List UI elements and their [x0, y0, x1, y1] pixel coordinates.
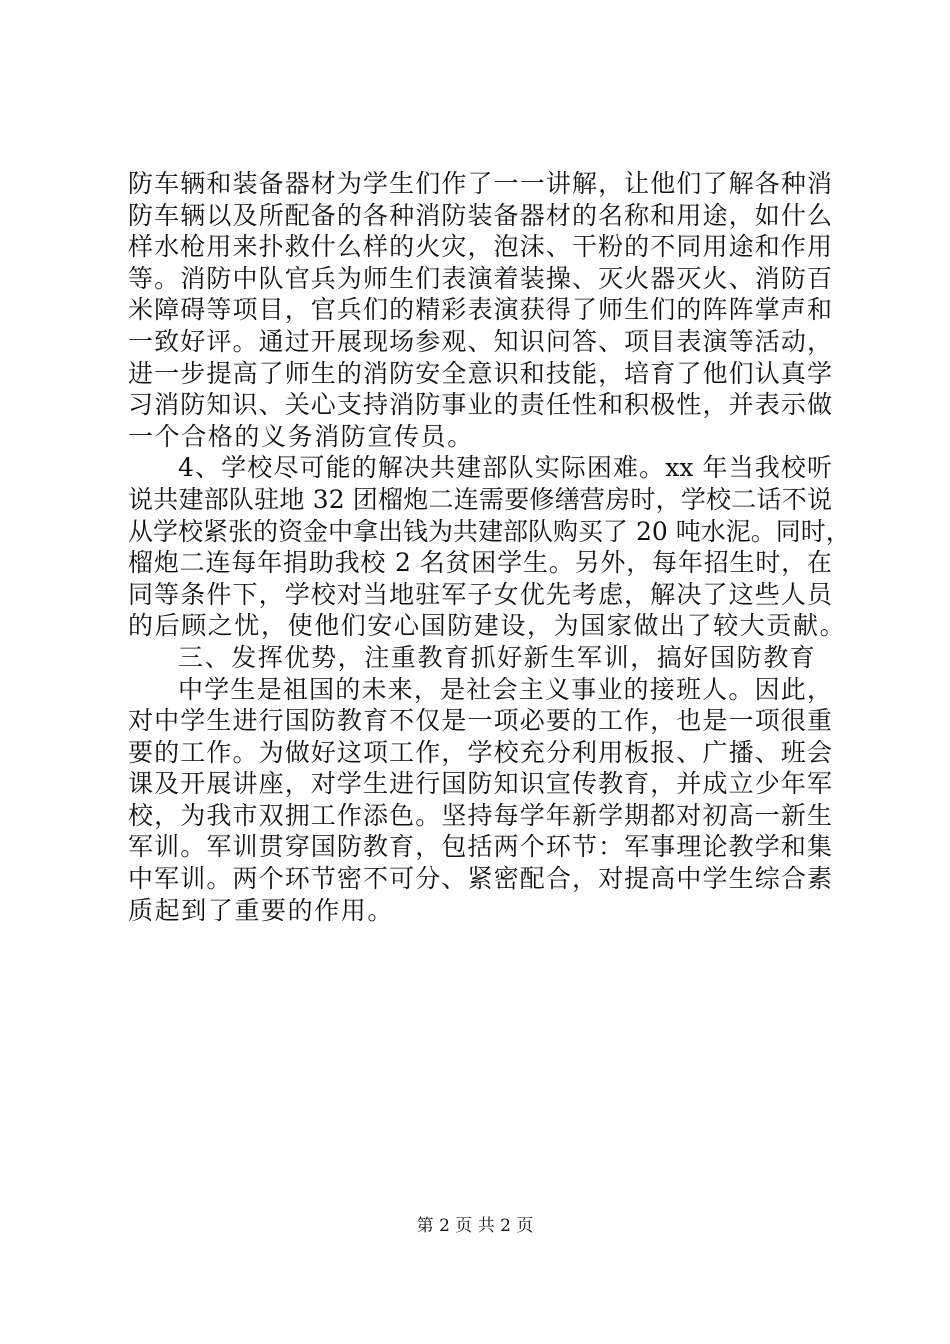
text-line: 习消防知识、关心支持消防事业的责任性和积极性，并表示做 — [128, 390, 832, 420]
text-line: 军训。军训贯穿国防教育，包括两个环节：军事理论教学和集 — [128, 832, 832, 862]
text-line: 等。消防中队官兵为师生们表演着装操、灭火器灭火、消防百 — [128, 263, 832, 293]
text-line: 中军训。两个环节密不可分、紧密配合，对提高中学生综合素 — [128, 864, 832, 894]
text-line: 质起到了重要的作用。 — [128, 895, 395, 925]
text-line: 从学校紧张的资金中拿出钱为共建部队购买了 20 吨水泥。同时， — [128, 516, 851, 546]
page-number-footer: 第 2 页 共 2 页 — [416, 1216, 534, 1236]
paragraph-first-line: 4、学校尽可能的解决共建部队实际困难。xx 年当我校听 — [178, 453, 832, 483]
document-body — [128, 168, 851, 926]
text-line: 说共建部队驻地 32 团榴炮二连需要修缮营房时，学校二话不说 — [128, 484, 832, 514]
text-line: 要的工作。为做好这项工作，学校充分利用板报、广播、班会 — [128, 737, 832, 767]
text-line: 一致好评。通过开展现场参观、知识问答、项目表演等活动， — [128, 326, 832, 356]
text-line: 对中学生进行国防教育不仅是一项必要的工作，也是一项很重 — [128, 706, 832, 736]
text-line: 同等条件下，学校对当地驻军子女优先考虑，解决了这些人员 — [128, 579, 832, 609]
text-line: 榴炮二连每年捐助我校 2 名贫困学生。另外，每年招生时，在 — [128, 548, 832, 578]
text-line: 的后顾之忧，使他们安心国防建设，为国家做出了较大贡献。 — [128, 611, 847, 641]
section-heading: 三、发挥优势，注重教育抓好新生军训，搞好国防教育 — [178, 642, 817, 672]
text-line: 校，为我市双拥工作添色。坚持每学年新学期都对初高一新生 — [128, 800, 832, 830]
text-line: 米障碍等项目，官兵们的精彩表演获得了师生们的阵阵掌声和 — [128, 295, 832, 325]
text-line: 样水枪用来扑救什么样的火灾，泡沫、干粉的不同用途和作用 — [128, 232, 832, 262]
paragraph-first-line: 中学生是祖国的未来，是社会主义事业的接班人。因此， — [178, 674, 832, 704]
text-line: 防车辆以及所配备的各种消防装备器材的名称和用途，如什么 — [128, 200, 832, 230]
text-line: 防车辆和装备器材为学生们作了一一讲解，让他们了解各种消 — [128, 169, 832, 198]
text-line: 课及开展讲座，对学生进行国防知识宣传教育，并成立少年军 — [128, 769, 832, 799]
text-line: 一个合格的义务消防宣传员。 — [128, 421, 474, 451]
text-line: 进一步提高了师生的消防安全意识和技能，培育了他们认真学 — [128, 358, 832, 388]
